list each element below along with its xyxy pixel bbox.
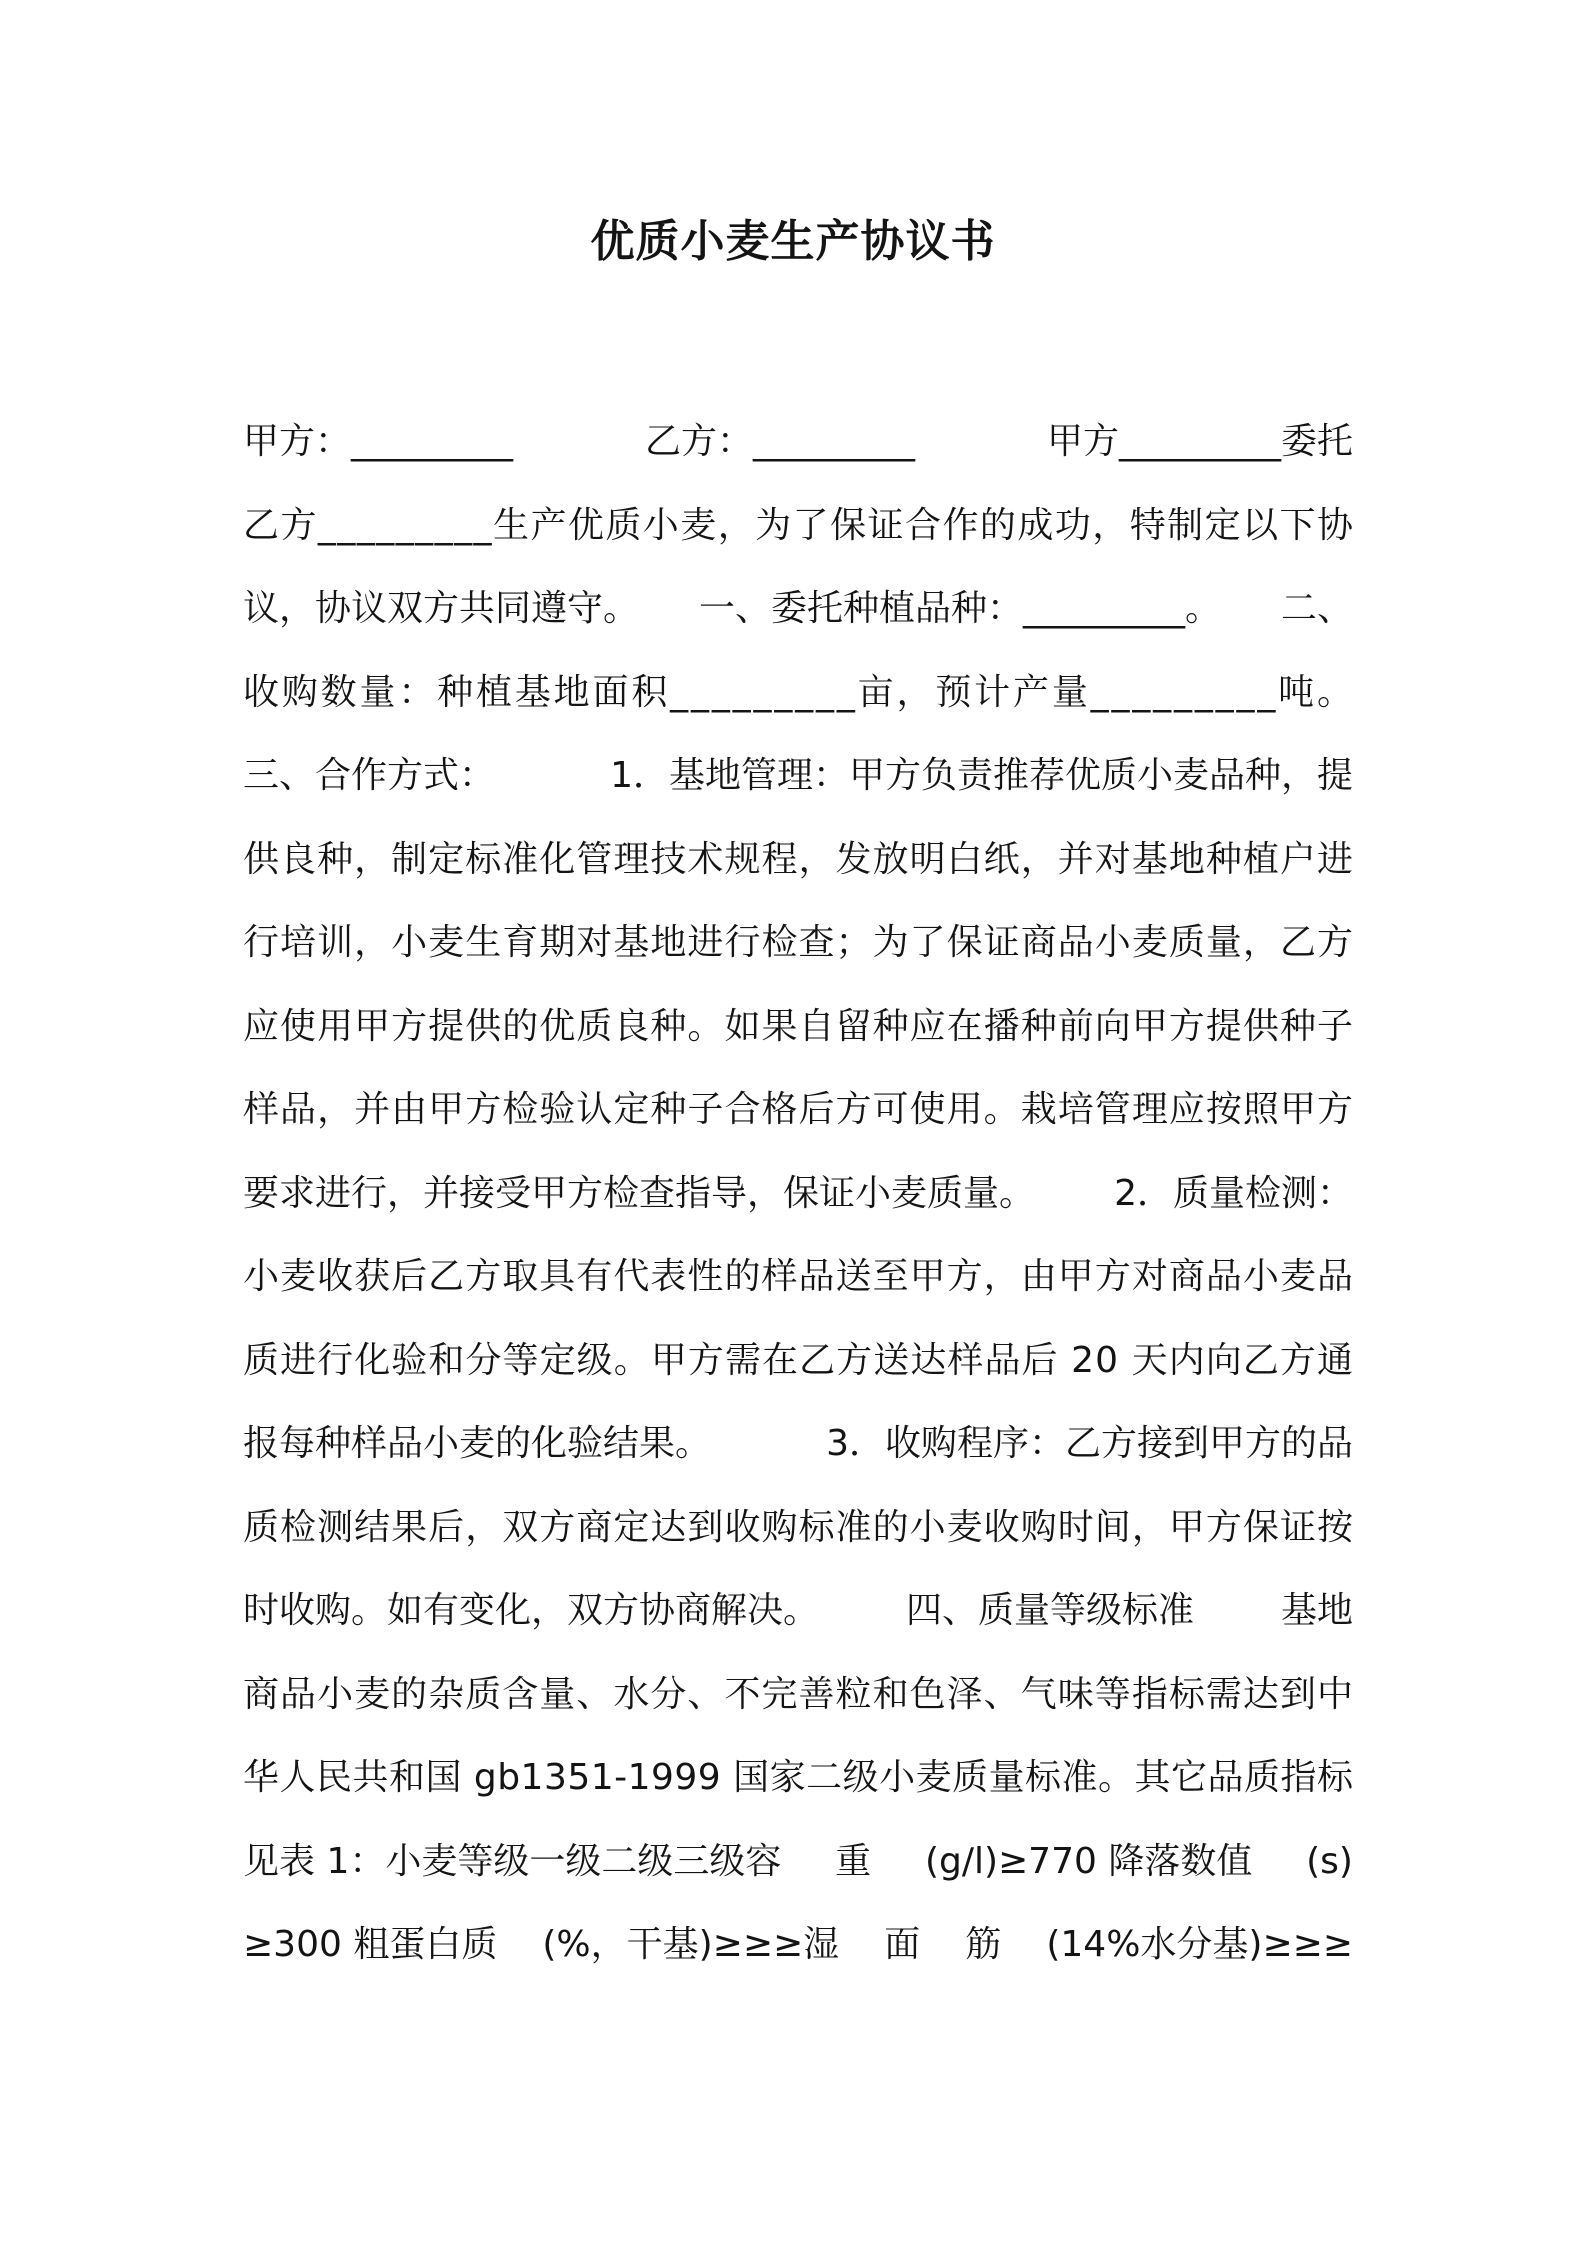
text-segment: (%，干基)≥≥≥湿 xyxy=(542,1924,840,1965)
text-line xyxy=(243,1820,1353,1904)
text-line xyxy=(243,1152,1353,1236)
text-segment: 议，协议双方共同遵守。 xyxy=(243,588,640,629)
text-segment: 见表 1：小麦等级一级二级三级容 xyxy=(243,1840,782,1882)
text-segment: 质检测结果后，双方商定达到收购标准的小麦收购时间，甲方保证按 xyxy=(243,1506,1355,1548)
text-segment: 2．质量检测： xyxy=(1114,1172,1353,1214)
text-segment: 三、合作方式： xyxy=(243,755,496,796)
text-line xyxy=(243,1736,1353,1820)
text-segment: 1．基地管理：甲方负责推荐优质小麦品种，提 xyxy=(610,755,1353,796)
text-segment: 重 xyxy=(835,1840,872,1882)
text-segment: (s) xyxy=(1306,1840,1353,1882)
text-segment: 小麦收获后乙方取具有代表性的样品送至甲方，由甲方对商品小麦品 xyxy=(243,1256,1355,1297)
text-segment: 报每种样品小麦的化验结果。 xyxy=(243,1423,712,1464)
text-line xyxy=(243,1402,1353,1486)
text-segment: 商品小麦的杂质含量、水分、不完善粒和色泽、气味等指标需达到中 xyxy=(243,1673,1355,1715)
text-line xyxy=(243,567,1353,651)
text-segment: 行培训，小麦生育期对基地进行检查；为了保证商品小麦质量，乙方 xyxy=(243,922,1355,963)
text-segment: 面 xyxy=(884,1924,921,1965)
text-segment: 二、 xyxy=(1280,588,1353,629)
text-line xyxy=(243,1903,1353,1987)
text-segment: 供良种，制定标准化管理技术规程，发放明白纸，并对基地种植户进 xyxy=(243,838,1355,880)
text-line xyxy=(243,818,1353,902)
text-line xyxy=(243,1569,1353,1653)
text-segment: 甲方：_________ xyxy=(243,421,514,462)
text-segment: ≥300 粗蛋白质 xyxy=(243,1924,498,1965)
text-segment: 要求进行，并接受甲方检查指导，保证小麦质量。 xyxy=(243,1172,1036,1214)
text-line xyxy=(243,651,1356,735)
text-segment: 应使用甲方提供的优质良种。如果自留种应在播种前向甲方提供种子 xyxy=(243,1005,1355,1047)
text-line xyxy=(243,1319,1353,1403)
text-segment: 基地 xyxy=(1280,1590,1353,1631)
text-line xyxy=(243,734,1353,818)
text-segment: 3．收购程序：乙方接到甲方的品 xyxy=(826,1423,1353,1464)
text-segment: 样品，并由甲方检验认定种子合格后方可使用。栽培管理应按照甲方 xyxy=(243,1089,1355,1130)
text-segment: 乙方：_________ xyxy=(644,421,915,462)
agreement-body xyxy=(243,400,1356,1987)
text-line xyxy=(243,1653,1353,1737)
text-line xyxy=(243,484,1353,568)
text-line xyxy=(243,985,1353,1069)
text-line xyxy=(243,901,1353,985)
text-segment: (g/l)≥770 降落数值 xyxy=(924,1840,1253,1882)
text-segment: 华人民共和国 gb1351-1999 国家二级小麦质量标准。其它品质指标 xyxy=(243,1757,1354,1798)
text-segment: 收购数量：种植基地面积_________亩，预计产量_________吨。 xyxy=(243,671,1356,713)
text-segment: 乙方_________生产优质小麦，为了保证合作的成功，特制定以下协 xyxy=(243,504,1355,546)
text-line xyxy=(243,400,1353,484)
text-segment: 一、委托种植品种：_________。 xyxy=(698,588,1221,629)
document-title: 优质小麦生产协议书 xyxy=(590,216,996,267)
text-segment: 质进行化验和分等定级。甲方需在乙方送达样品后 20 天内向乙方通 xyxy=(243,1339,1355,1381)
text-line xyxy=(243,1235,1353,1319)
text-line xyxy=(243,1486,1353,1570)
text-line xyxy=(243,1068,1353,1152)
text-segment: 筋 xyxy=(965,1924,1002,1965)
text-segment: 时收购。如有变化，双方协商解决。 xyxy=(243,1590,820,1631)
text-segment: 四、质量等级标准 xyxy=(905,1590,1194,1631)
text-segment: 甲方_________委托 xyxy=(1046,421,1353,462)
text-segment: (14%水分基)≥≥≥ xyxy=(1046,1924,1353,1965)
